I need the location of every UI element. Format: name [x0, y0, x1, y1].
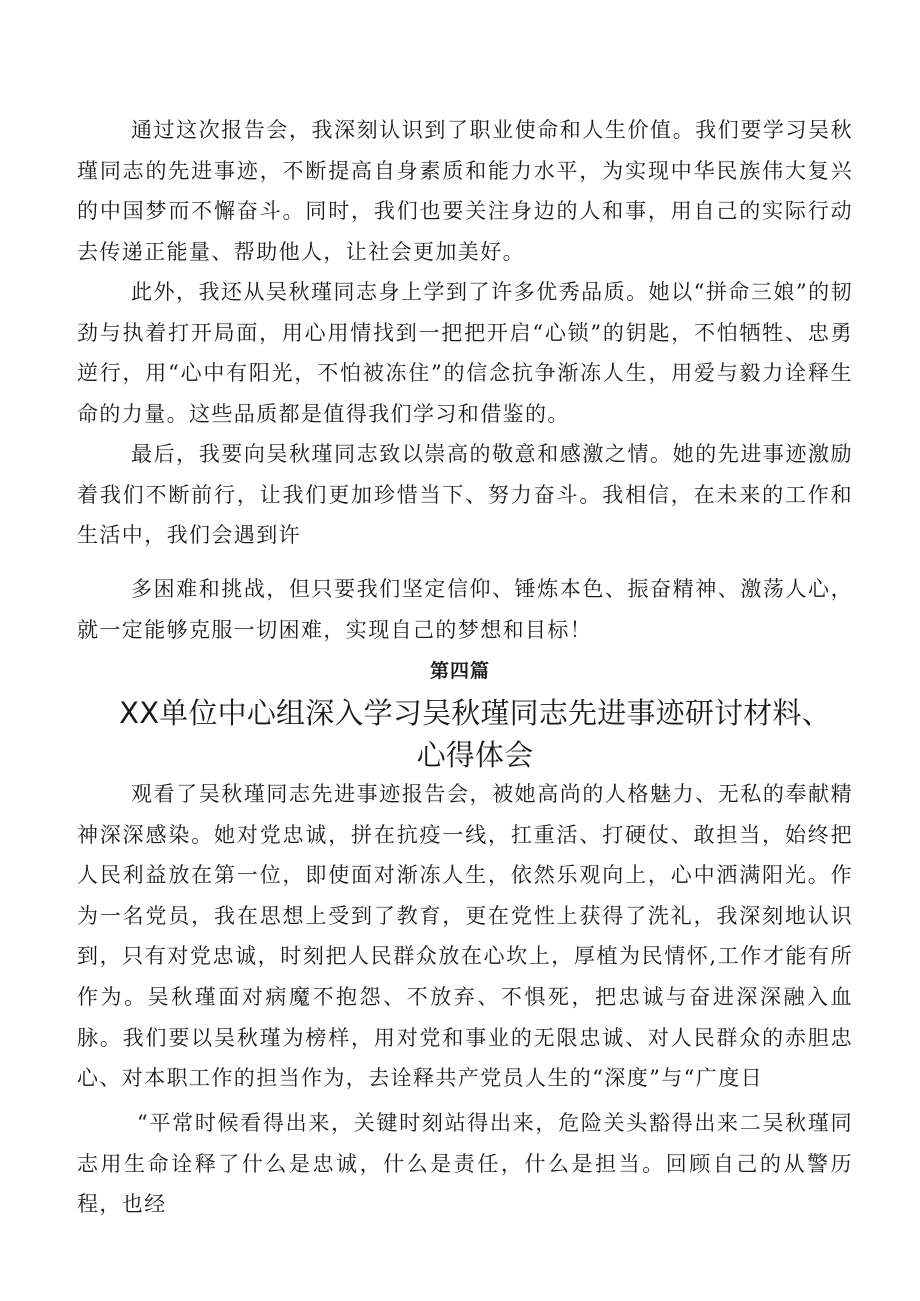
- paragraph-quote: “平常时候看得出来，关键时刻站得出来，危险关头豁得出来二吴秋瑾同志用生命诠释了什么是忠诚，什么是责任，什么是担当。回顾自己的从警历程，也经: [77, 1111, 853, 1217]
- paragraph-conclusion: 最后，我要向吴秋瑾同志致以崇高的敬意和感激之情。她的先进事迹激励着我们不断前行，让我们更加珍惜当下、努力奋斗。我相信，在未来的工作和生活中，我们会遇到许: [77, 442, 853, 548]
- document-title: XX单位中心组深入学习吴秋瑾同志先进事迹研讨材料、心得体会: [119, 696, 831, 772]
- paragraph-continuation: 多困难和挑战，但只要我们坚定信仰、锤炼本色、振奋精神、激荡人心，就一定能够克服一切困难，实现自己的梦想和目标！: [77, 577, 853, 642]
- paragraph-report-viewing: 观看了吴秋瑾同志先进事迹报告会，被她高尚的人格魅力、无私的奉献精神深深感染。她对党忠诚，拼在抗疫一线，扛重活、打硬仗、敢担当，始终把人民利益放在第一位，即使面对渐冻人生，依然乐观向上，心中洒满阳光。作为一名党员，我在思想上受到了教育，更在党性上获得了洗礼，我深刻地认识到，只有对党忠诚，时刻把人民群众放在心坎上，厚植为民情怀,工作才能有所作为。吴秋瑾面对病魔不抱怨、不放弃、不惧死，把忠诚与奋进深深融入血脉。我们要以吴秋瑾为榜样，用对党和事业的无限忠诚、对人民群众的赤胆忠心、对本职工作的担当作为，去诠释共产党员人生的“深度”与“广度日: [77, 782, 853, 1091]
- paragraph-reflection: 通过这次报告会，我深刻认识到了职业使命和人生价值。我们要学习吴秋瑾同志的先进事迹，不断提高自身素质和能力水平，为实现中华民族伟大复兴的中国梦而不懈奋斗。同时，我们也要关注身边的人和事，用自己的实际行动去传递正能量、帮助他人，让社会更加美好。: [77, 118, 853, 264]
- paragraph-qualities: 此外，我还从吴秋瑾同志身上学到了许多优秀品质。她以“拼命三娘”的韧劲与执着打开局面，用心用情找到一把把开启“心锁”的钥匙，不怕牺牲、忠勇逆行，用“心中有阳光，不怕被冻住”的信念抗争渐冻人生，用爱与毅力诠释生命的力量。这些品质都是值得我们学习和借鉴的。: [77, 280, 853, 426]
- section-label: 第四篇: [429, 660, 490, 682]
